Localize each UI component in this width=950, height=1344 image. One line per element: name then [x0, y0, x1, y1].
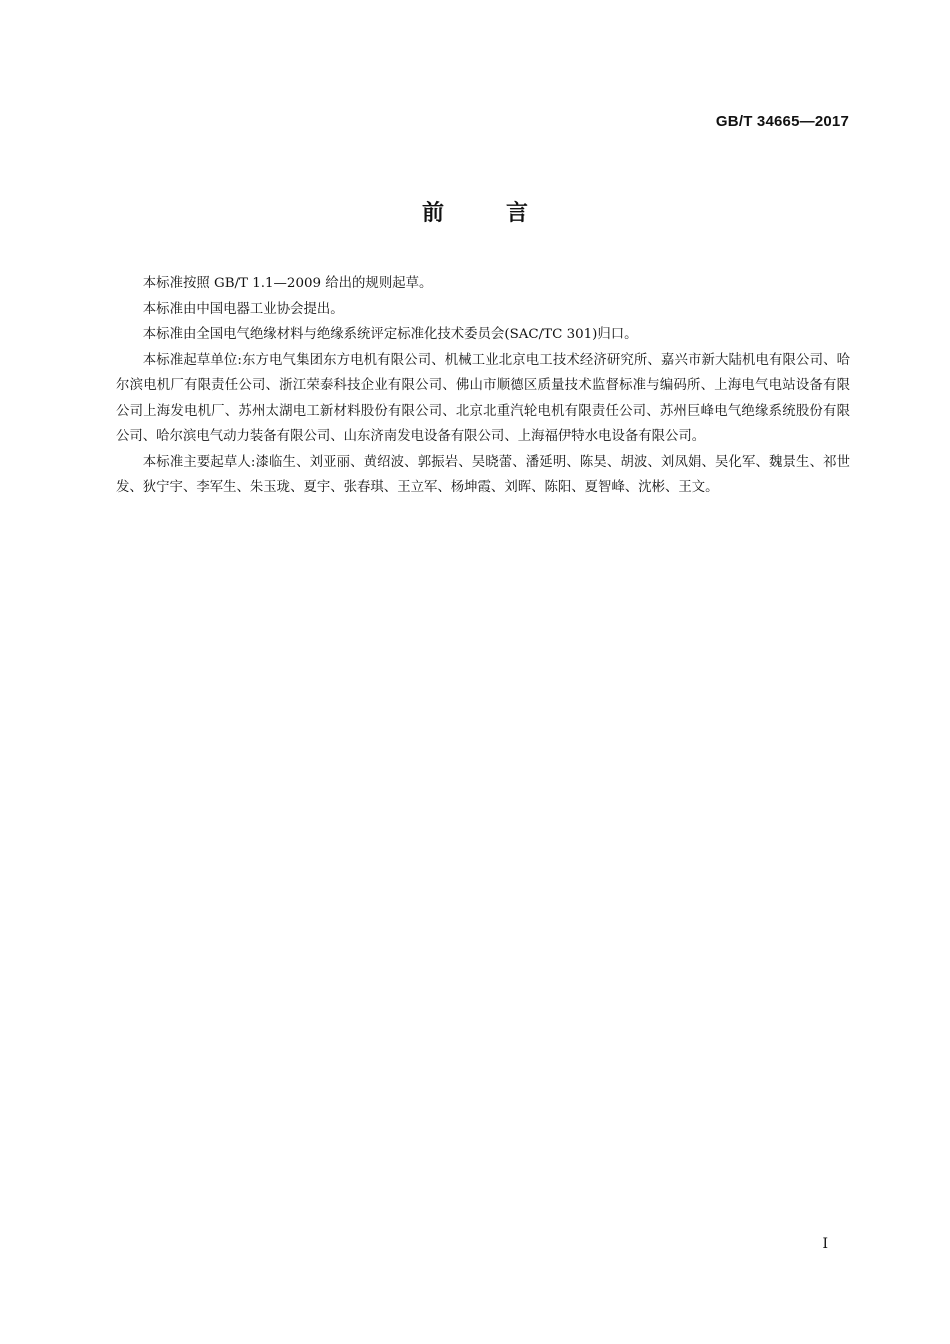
page-number: I — [822, 1236, 828, 1252]
page-title: 前言 — [421, 201, 590, 226]
foreword-body — [116, 271, 850, 501]
paragraph-drafting-rules: 本标准按照 GB/T 1.1—2009 给出的规则起草。 — [142, 276, 433, 291]
paragraph-drafting-units: 本标准起草单位:东方电气集团东方电机有限公司、机械工业北京电工技术经济研究所、嘉兴市新大陆机电有限公司、哈尔滨电机厂有限责任公司、浙江荣泰科技企业有限公司、佛山市顺德区质量技术监督标准与编码所、上海电气电站设备有限公司上海发电机厂、苏州太湖电工新材料股份有限公司、北京北重汽轮电机有限责任公司、苏州巨峰电气绝缘系统股份有限公司、哈尔滨电气动力装备有限公司、山东济南发电设备有限公司、上海福伊特水电设备有限公司。 — [116, 352, 850, 444]
paragraph-main-drafters: 本标准主要起草人:漆临生、刘亚丽、黄绍波、郭振岩、吴晓蕾、潘延明、陈昊、胡波、刘凤娟、吴化军、魏景生、祁世发、狄宁宇、李军生、朱玉珑、夏宇、张春琪、王立军、杨坤霞、刘晖、陈阳、夏智峰、沈彬、王文。 — [116, 454, 850, 495]
standard-code: GB/T 34665—2017 — [715, 113, 849, 130]
paragraph-centralized-by: 本标准由全国电气绝缘材料与绝缘系统评定标准化技术委员会(SAC/TC 301)归口。 — [142, 327, 638, 342]
paragraph-proposer: 本标准由中国电器工业协会提出。 — [142, 301, 344, 317]
